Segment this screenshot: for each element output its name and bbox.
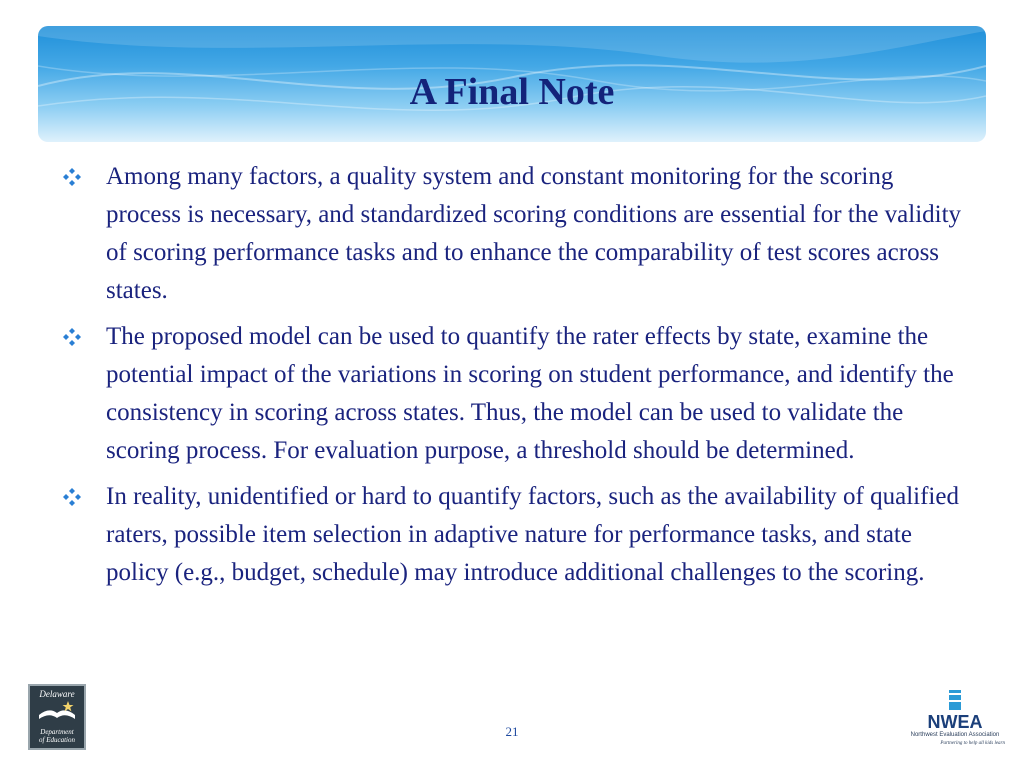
diamond-bullet-icon: [62, 158, 106, 192]
page-number: 21: [505, 724, 519, 739]
nwea-mark-icon: [905, 690, 1005, 712]
logo-text: Department: [40, 728, 74, 736]
logo-text: of Education: [39, 736, 75, 744]
bullet-item: [62, 158, 972, 310]
nwea-tagline: Partnering to help all kids learn: [940, 741, 1005, 746]
bullet-item: [62, 478, 972, 592]
bullet-item: [62, 318, 972, 470]
bullet-text: In reality, unidentified or hard to quantify factors, such as the availability of qualified raters, possible item selection in adaptive nature for performance tasks, and state policy (e.g., budget, schedule) may introduce additional challenges to the scoring.: [106, 483, 959, 586]
nwea-logo: [905, 690, 1005, 750]
delaware-doe-logo: [28, 684, 86, 750]
book-icon: [37, 699, 77, 723]
diamond-bullet-icon: [62, 318, 106, 352]
diamond-bullet-icon: [62, 478, 106, 512]
bullet-text: The proposed model can be used to quantify the rater effects by state, examine the potential impact of the variations in scoring on student performance, and identify the consistency in scoring across states. Thus, the model can be used to validate the scoring process. For evaluation purpose, a threshold should be determined.: [106, 323, 954, 464]
slide-title: A Final Note: [409, 71, 615, 113]
nwea-subtitle: Northwest Evaluation Association: [910, 732, 1000, 738]
nwea-name: NWEA: [927, 712, 983, 732]
bullet-list: [62, 158, 972, 600]
bullet-text: Among many factors, a quality system and constant monitoring for the scoring process is necessary, and standardized scoring conditions are essential for the validity of scoring performance tasks and to enhance the comparability of test scores across states.: [106, 163, 962, 304]
logo-text: Delaware: [39, 689, 75, 699]
